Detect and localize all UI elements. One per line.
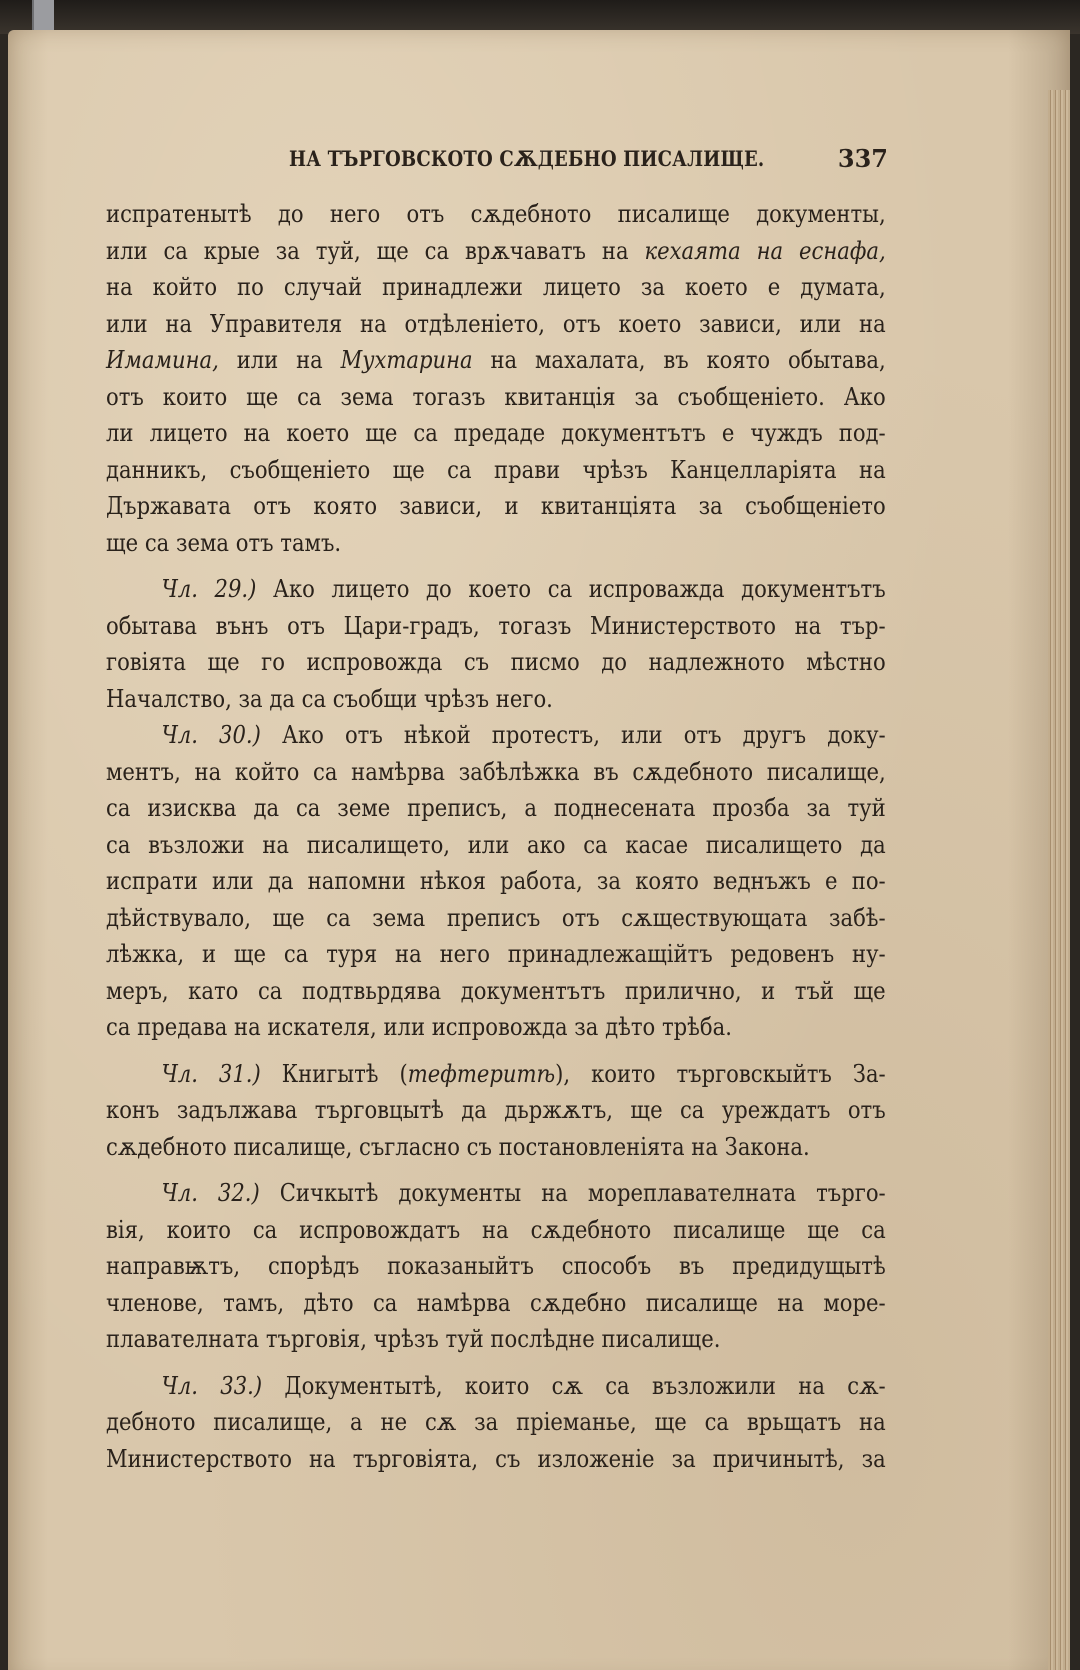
text-line: ще са зема отъ тамъ. — [106, 528, 342, 557]
article-33 — [106, 1368, 886, 1478]
text-line: лѣжка, и ще са туря на него принадлежащійтъ редовенъ ну- — [106, 940, 886, 968]
text-run: или на — [236, 346, 323, 374]
text-line: меръ, като са подтвьрдява документътъ прилично, и тъй ще — [106, 976, 886, 1005]
article-number: Чл. 32.) — [161, 1179, 260, 1207]
article-32 — [106, 1175, 886, 1358]
text-run: Документытѣ, които сѫ са възложили на сѫ- — [284, 1371, 886, 1400]
text-run: Книгытѣ ( — [281, 1059, 408, 1088]
text-line: на който по случай принадлежи лицето за което е думата, — [106, 273, 886, 301]
text-run: или са крые за туй, ще са врѫчаватъ на — [106, 236, 629, 265]
text-line: ментъ, на който са намѣрва забѣлѣжка въ сѫдебното писалище, — [106, 757, 886, 786]
article-31 — [106, 1056, 886, 1166]
text-line: сѫдебното писалище, съгласно съ постановленіята на Закона. — [106, 1132, 810, 1161]
bookmark-tab — [32, 0, 54, 30]
italic-term: тефтеритѣ — [407, 1059, 556, 1088]
text-line: конъ задължава търговцытѣ да дьржѫтъ, ще са уреждатъ отъ — [106, 1096, 886, 1124]
article-30 — [106, 717, 886, 1046]
text-line: направѭтъ, спорѣдъ показаныйтъ способъ въ предидущытѣ — [106, 1252, 886, 1280]
book-top-edge — [0, 0, 1080, 34]
text-line: ли лицето на което ще са предаде документътъ е чуждъ под- — [106, 419, 886, 447]
text-line — [106, 571, 886, 608]
text-line: дѣйствувало, ще са зема преписъ отъ сѫществующата забѣ- — [106, 903, 886, 932]
text-line: данникъ, съобщеніето ще са прави чрѣзъ Канцелларіята на — [106, 455, 886, 484]
text-line — [106, 717, 886, 754]
page-number: 337 — [837, 144, 888, 173]
paragraph-continuation — [106, 196, 886, 561]
text-line — [106, 1056, 886, 1093]
italic-term: Имамина, — [106, 346, 219, 374]
text-line: плавателната търговія, чрѣзъ туй послѣдне писалище. — [106, 1325, 721, 1353]
page-stack-edges — [1048, 90, 1070, 1670]
text-line: говіята ще го испровожда съ писмо до надлежното мѣстно — [106, 648, 886, 676]
text-line: вія, които са испровождатъ на сѫдебното писалище ще са — [106, 1215, 886, 1244]
article-number: Чл. 33.) — [161, 1371, 263, 1400]
text-line: Министерството на търговіята, съ изложеніе за причинытѣ, за — [106, 1444, 886, 1473]
text-line: са изисква да са земе преписъ, а поднесената прозба за туй — [106, 794, 886, 822]
text-line: обытава вънъ отъ Цари-градъ, тогазъ Министерството на тър- — [106, 611, 886, 640]
article-number: Чл. 31.) — [161, 1059, 261, 1088]
text-line: испрати или да напомни нѣкоя работа, за която веднъжъ е по- — [106, 867, 886, 895]
text-line: Началство, за да са съобщи чрѣзъ него. — [106, 684, 553, 713]
italic-term: Мухтарина — [340, 346, 473, 374]
text-line — [106, 233, 886, 270]
text-line: дебното писалище, а не сѫ за пріеманье, ще са врьщатъ на — [106, 1408, 886, 1436]
text-line: или на Управителя на отдѣленіето, отъ което зависи, или на — [106, 309, 886, 338]
text-line: отъ които ще са зема тогазъ квитанція за съобщеніето. Ако — [106, 382, 886, 411]
text-line: са предава на искателя, или испровожда за дѣто трѣба. — [106, 1013, 732, 1041]
text-line: са възложи на писалището, или ако са касае писалището да — [106, 830, 886, 859]
text-run: Сичкытѣ документы на мореплавателната търго- — [279, 1179, 886, 1207]
text-run: Ако отъ нѣкой протестъ, или отъ другъ доку- — [281, 721, 886, 749]
text-line — [106, 1368, 886, 1405]
text-line: испратенытѣ до него отъ сѫдебното писалище документы, — [106, 200, 886, 228]
text-run: ), които търговскыйтъ За- — [555, 1059, 886, 1088]
article-29 — [106, 571, 886, 717]
text-line — [106, 342, 886, 379]
text-run: на махалата, въ която обытава, — [490, 346, 886, 374]
text-run: Ако лицето до което са испроважда документътъ — [272, 575, 886, 603]
running-head: НА ТЪРГОВСКОТО СѪДЕБНО ПИСАЛИЩЕ. — [289, 146, 765, 171]
text-line: Държавата отъ която зависи, и квитанціята за съобщеніето — [106, 492, 886, 520]
page-header — [104, 146, 888, 178]
article-number: Чл. 30.) — [161, 721, 261, 749]
text-line — [106, 1175, 886, 1212]
body-text — [106, 196, 886, 1477]
italic-term: кехаята на еснафа, — [644, 236, 886, 265]
article-number: Чл. 29.) — [161, 575, 257, 603]
text-line: членове, тамъ, дѣто са намѣрва сѫдебно писалище на море- — [106, 1288, 886, 1317]
